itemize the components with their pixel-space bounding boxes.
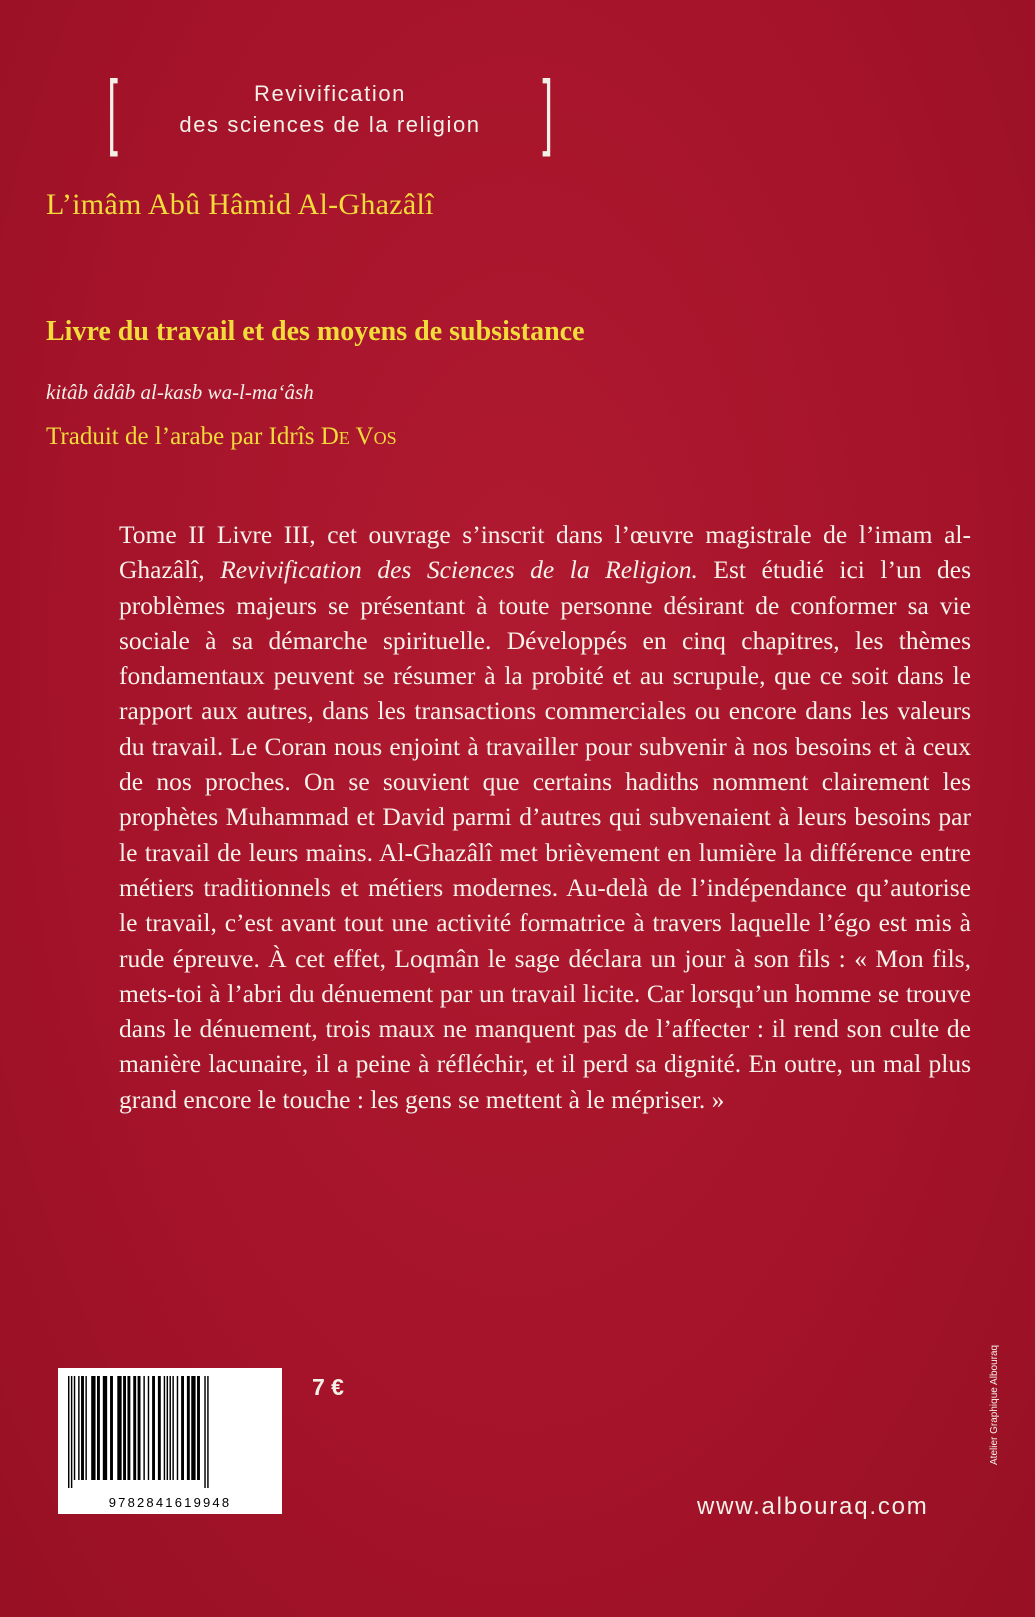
- barcode-bar: [187, 1376, 190, 1480]
- translator-name: De Vos: [320, 423, 397, 450]
- barcode-bar: [71, 1376, 72, 1488]
- barcode-bar: [204, 1376, 205, 1488]
- barcode-bar: [170, 1376, 171, 1480]
- barcode-bar: [143, 1376, 144, 1480]
- arabic-title-transliteration: kitâb âdâb al-kasb wa-l-ma‘âsh: [46, 380, 314, 404]
- barcode-bars: [58, 1368, 282, 1492]
- series-line-1: Revivification: [253, 81, 406, 106]
- barcode-bar: [152, 1376, 155, 1480]
- barcode-bar: [164, 1376, 165, 1480]
- barcode-bar: [172, 1376, 173, 1480]
- barcode-bar: [91, 1376, 95, 1480]
- barcode-bar: [148, 1376, 149, 1480]
- barcode-bar: [158, 1376, 161, 1480]
- barcode-bar: [177, 1376, 178, 1480]
- barcode-bar: [81, 1376, 84, 1480]
- barcode-bar: [68, 1376, 69, 1488]
- barcode-bar: [74, 1376, 75, 1480]
- barcode-bar: [110, 1376, 113, 1480]
- barcode-bar: [85, 1376, 86, 1480]
- description-part-2: Est étudié ici l’un des problèmes majeurs se présentant à toute personne désirant de conformer sa vie sociale à sa démarche spirituelle. Développés en cinq chapitres, les thèmes fondamentaux peuvent se résumer à la probité et au scrupule, que ce soit dans le rapport aux autres, dans les transactions commerciales ou encore dans les valeurs du travail. Le Coran nous enjoint à travailler pour subvenir à nos besoins et à ceux de nos proches. On se souvient que certains hadiths nomment clairement les prophètes Muhammad et David parmi d’autres qui subvenaient à leurs besoins par le travail de leurs mains. Al-Ghazâlî met brièvement en lumière la différence entre métiers traditionnels et métiers modernes. Au-delà de l’indépendance qu’autorise le travail, c’est avant tout une activité formatrice à travers laquelle l’égo est mis à rude épreuve. À cet effet, Loqmân le sage déclara un jour à son fils : « Mon fils, mets-toi à l’abri du dénuement par un travail licite. Car lorsqu’un homme se trouve dans le dénuement, trois maux ne manquent pas de l’affecter : il rend son culte de manière lacunaire, il a peine à réfléchir, et il perd sa dignité. En outre, un mal plus grand encore le touche : les gens se mettent à le mépriser. »: [119, 555, 971, 1114]
- series-line-2: des sciences de la religion: [179, 112, 481, 137]
- description-paragraph: [119, 517, 971, 1117]
- barcode-bar: [117, 1376, 121, 1480]
- barcode-bar: [123, 1376, 126, 1480]
- barcode-bar: [138, 1376, 141, 1480]
- left-bracket: [: [107, 63, 118, 157]
- barcode-bar: [191, 1376, 195, 1480]
- author-name: L’imâm Abû Hâmid Al-Ghazâlî: [46, 188, 434, 221]
- isbn-barcode: [58, 1368, 282, 1514]
- price: 7 €: [312, 1374, 344, 1400]
- translator-credit: [46, 423, 397, 451]
- barcode-bar: [207, 1376, 208, 1488]
- book-title: Livre du travail et des moyens de subsistance: [46, 316, 585, 347]
- barcode-bar: [103, 1376, 107, 1480]
- barcode-bar: [167, 1376, 168, 1480]
- barcode-bar: [127, 1376, 130, 1480]
- translator-prefix: Traduit de l’arabe par Idrîs: [46, 423, 321, 450]
- publisher-website[interactable]: www.albouraq.com: [697, 1493, 929, 1520]
- description-italic-title: Revivification des Sciences de la Religion.: [220, 555, 698, 585]
- design-credit: Atelier Graphique Albouraq: [989, 1344, 1000, 1465]
- barcode-bar: [197, 1376, 200, 1480]
- barcode-bar: [78, 1376, 79, 1480]
- isbn-digits: 9782841619948: [108, 1495, 232, 1510]
- series-title-block: [107, 63, 553, 157]
- barcode-bar: [97, 1376, 100, 1480]
- series-title: [115, 78, 545, 140]
- barcode-bar: [181, 1376, 184, 1480]
- description-part-1: Tome II Livre III, cet ouvrage s’inscrit dans l’œuvre magistrale de l’imam al-Ghazâlî,: [119, 520, 971, 585]
- barcode-bar: [133, 1376, 136, 1480]
- right-bracket: ]: [542, 63, 553, 157]
